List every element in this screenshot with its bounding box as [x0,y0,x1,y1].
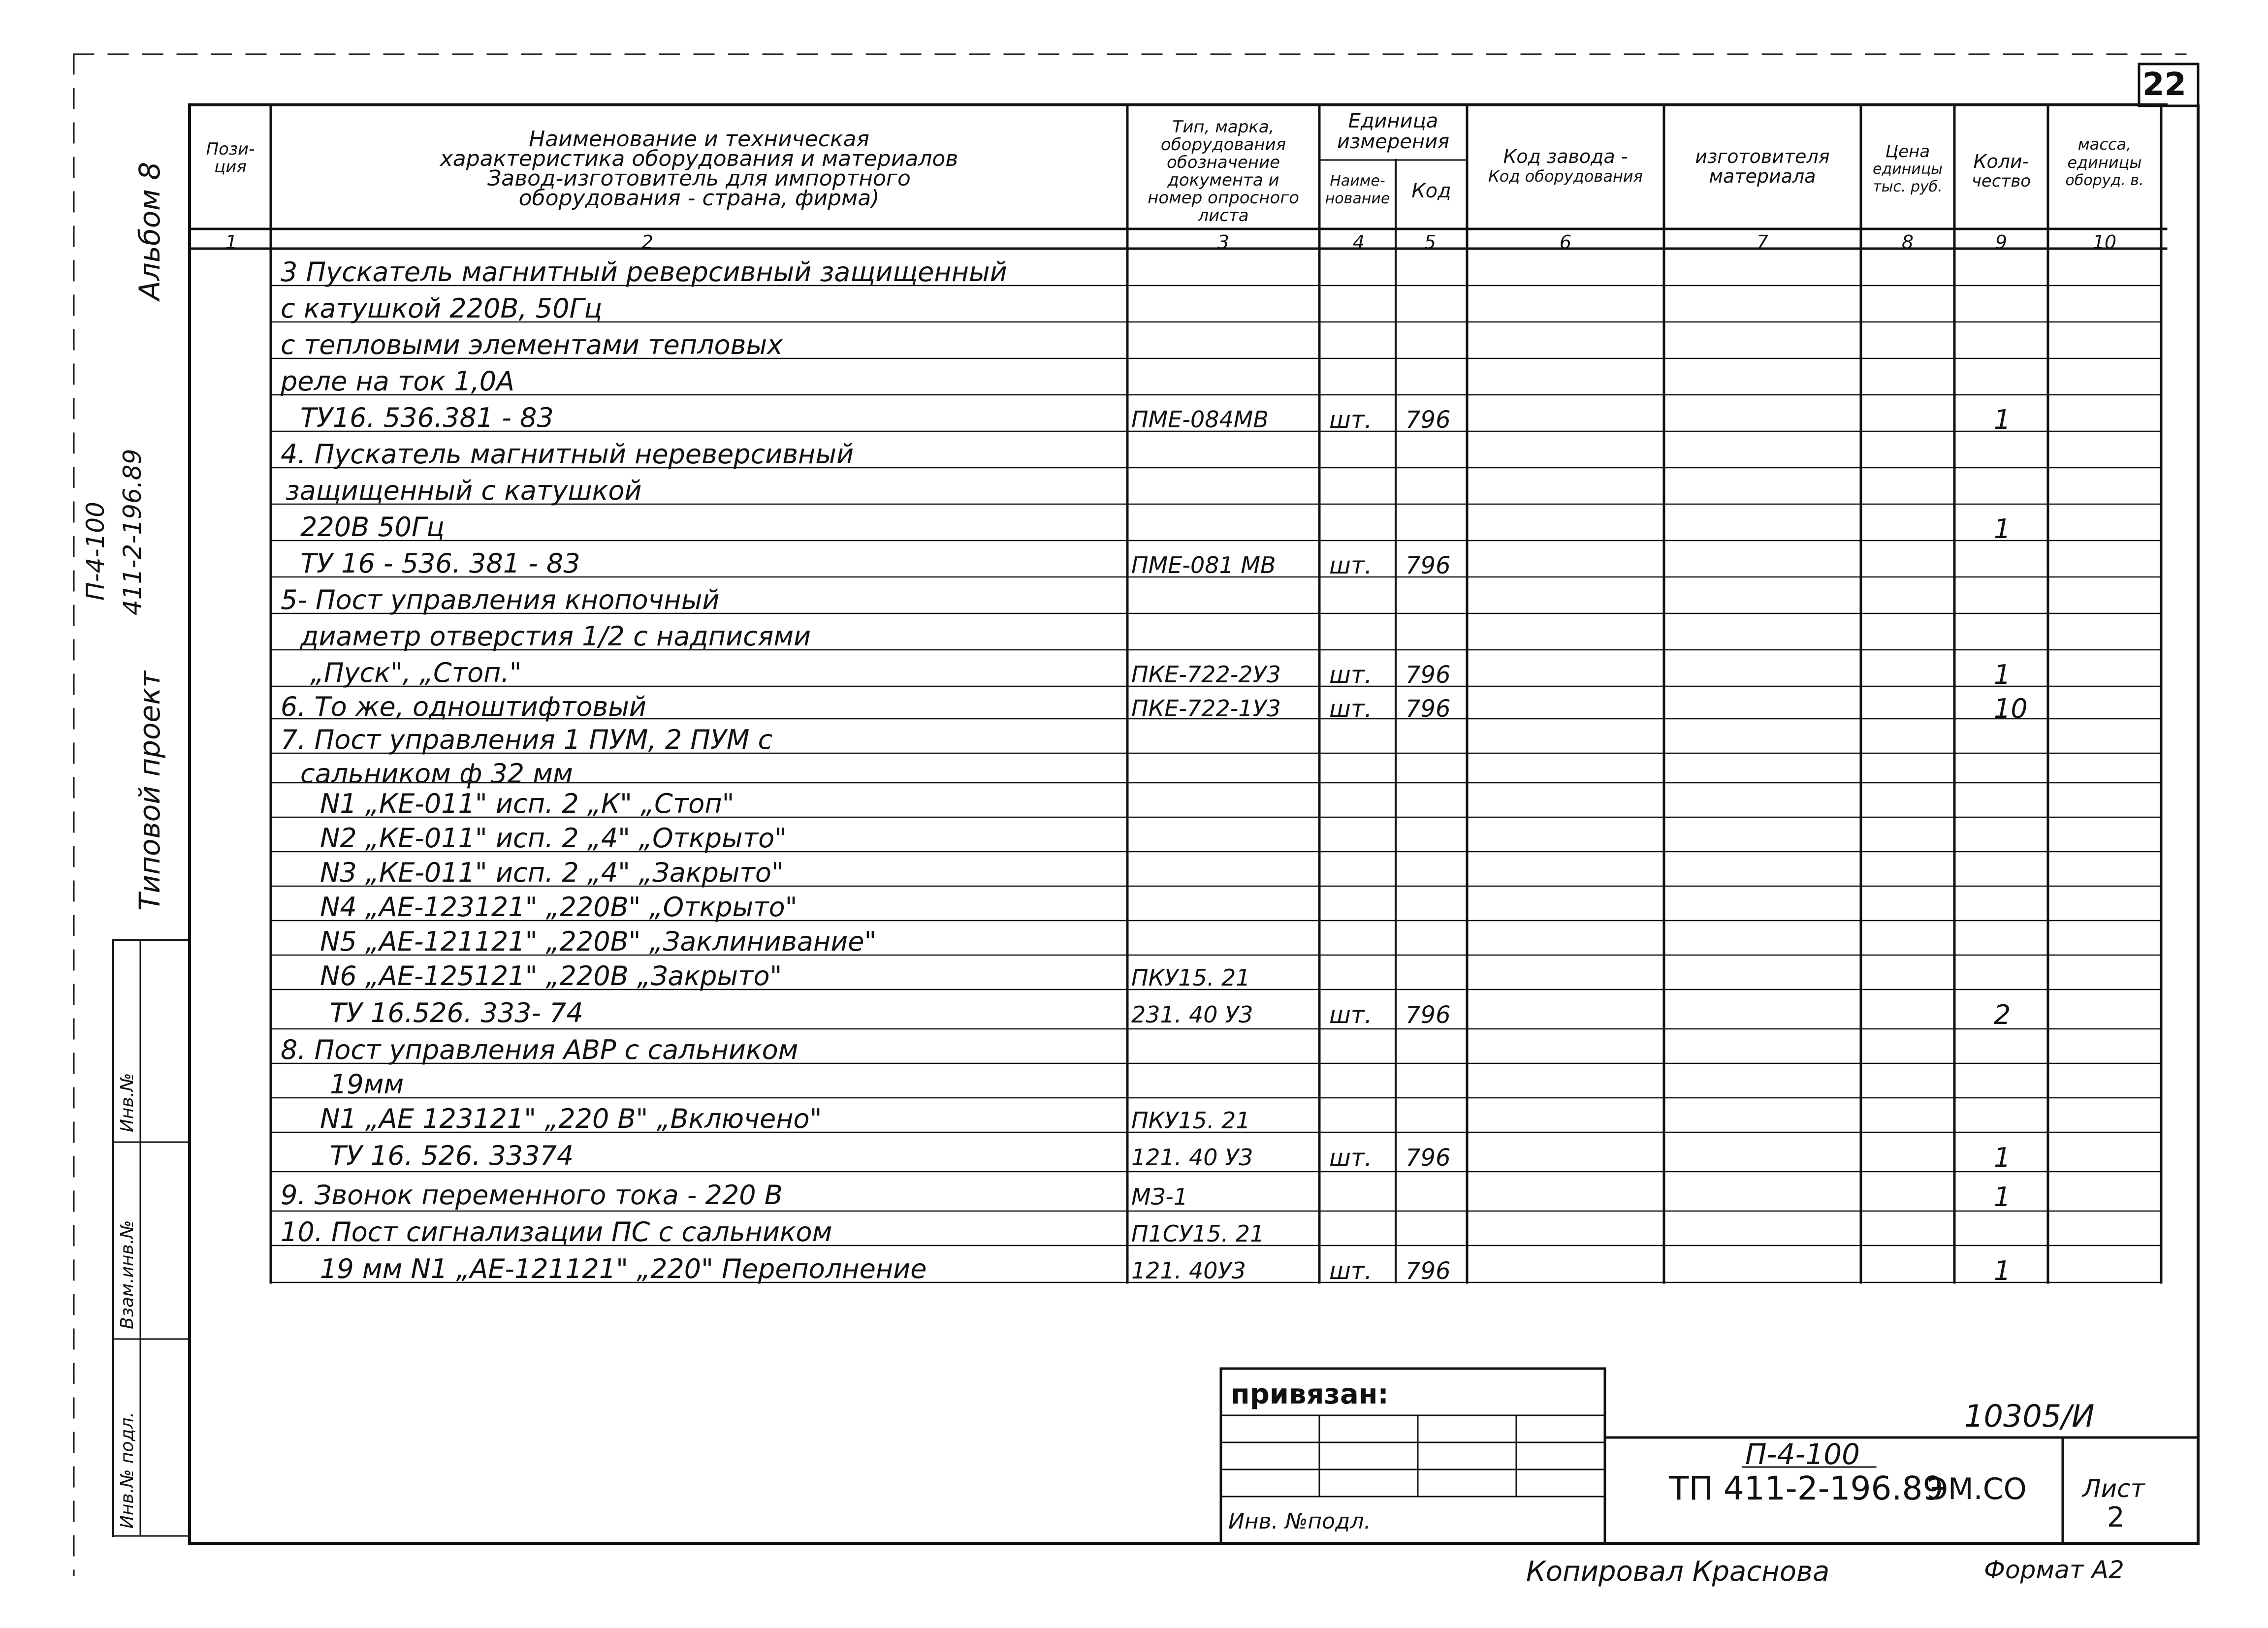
row-name: 3 Пускатель магнитный реверсивный защищенный [281,256,1007,287]
column-number-8: 8 [1901,231,1914,253]
row-qty: 1 [1994,404,2011,435]
header-name-l4: оборудования - страна, фирма) [518,186,880,211]
header-factory-code-l2: Код оборудования [1488,167,1643,186]
column-number-1: 1 [225,231,238,253]
vzam-inv-no-label: Взам.инв.№ [117,1220,137,1329]
row-type: 121. 40У3 [1131,1257,1246,1284]
row-name: с тепловыми элементами тепловых [281,329,783,360]
row-name: 6. То же, одноштифтовый [281,691,646,722]
row-name: 4. Пускатель магнитный нереверсивный [281,439,854,470]
row-type: ПКЕ-722-2У3 [1131,661,1281,688]
footer-copied: Копировал Краснова [1526,1556,1830,1588]
row-name: 19 мм N1 „АЕ-121121" „220" Переполнение [320,1253,927,1284]
header-type-l5: номер опросного [1148,188,1299,208]
row-name: N4 „АЕ-123121" „220В" „Открыто" [320,892,798,923]
row-name: защищенный с катушкой [286,475,642,506]
row-name: ТУ16. 536.381 - 83 [300,402,554,433]
row-name: N6 „АЕ-125121" „220В „Закрыто" [320,960,782,991]
row-qty: 1 [1994,1255,2011,1286]
row-name: сальником ф 32 мм [300,758,573,789]
row-unit: шт. [1329,1257,1373,1285]
album-label: Альбом 8 [133,161,166,300]
row-type: ПМЕ-084МВ [1131,406,1269,433]
column-number-4: 4 [1352,231,1365,253]
header-unit-code: Код [1411,180,1451,202]
footer-format: Формат А2 [1984,1556,2124,1584]
header-name-l1: Наименование и техническая [529,127,869,152]
row-qty: 1 [1994,1142,2011,1173]
row-code: 796 [1406,406,1451,434]
stamp-privyazan: привязан: [1231,1378,1389,1410]
row-name: N1 „АЕ 123121" „220 В" „Включено" [320,1103,822,1134]
row-code: 796 [1406,1001,1451,1029]
stamp-list-number: 2 [2107,1501,2125,1533]
stamp-mark: ЭМ.СО [1927,1472,2027,1506]
header-unit-group: Единица измерения [1337,110,1450,153]
stamp-list-label: Лист [2082,1474,2145,1503]
row-name: с катушкой 220В, 50Гц [281,293,603,324]
header-type-l1: Тип, марка, [1172,117,1275,137]
column-number-9: 9 [1995,231,2008,253]
header-name-l3: Завод-изготовитель для импортного [487,166,911,191]
header-type-l3: обозначение [1167,153,1280,172]
column-number-3: 3 [1217,231,1230,253]
header-mass-l3: оборуд. в. [2065,172,2144,189]
row-type: МЗ-1 [1131,1183,1188,1210]
row-unit: шт. [1329,406,1373,434]
header-type-l2: оборудования [1160,135,1286,155]
row-type: П1СУ15. 21 [1131,1220,1265,1247]
stamp-inv-podl: Инв. №подл. [1228,1509,1371,1534]
row-type: 231. 40 У3 [1131,1001,1253,1028]
column-number-6: 6 [1559,231,1572,253]
row-name: 10. Пост сигнализации ПС с сальником [281,1216,832,1247]
row-name: ТУ 16 - 536. 381 - 83 [300,548,580,579]
row-name: 5- Пост управления кнопочный [281,584,720,615]
row-unit: шт. [1329,661,1373,689]
row-type: 121. 40 У3 [1131,1144,1253,1171]
row-name: ТУ 16. 526. 33374 [330,1140,574,1171]
row-qty: 1 [1994,513,2011,544]
row-name: 220В 50Гц [300,511,445,543]
inv-no-podl-label: Инв.№ подл. [117,1412,137,1529]
row-name: ТУ 16.526. 333- 74 [330,997,583,1028]
header-unit-name: Наиме-нование [1325,172,1390,207]
row-unit: шт. [1329,695,1373,723]
row-name: N5 „АЕ-121121" „220В" „Заклинивание" [320,926,877,957]
header-qty-l1: Коли- [1973,151,2029,172]
row-qty: 1 [1994,1181,2011,1213]
row-name: „Пуск", „Стоп." [310,657,522,688]
row-type: ПМЕ-081 МВ [1131,552,1276,578]
row-unit: шт. [1329,1144,1373,1172]
row-name: 9. Звонок переменного тока - 220 В [281,1180,783,1211]
row-code: 796 [1406,1257,1451,1285]
column-number-2: 2 [641,231,654,253]
header-price-l2: единицы [1873,160,1943,178]
row-unit: шт. [1329,1001,1373,1029]
header-factory-code-l1: Код завода - [1503,146,1628,167]
inv-no-label: Инв.№ [117,1073,137,1132]
row-name: диаметр отверстия 1/2 с надписями [300,621,811,652]
row-qty: 2 [1994,999,2011,1030]
header-position: Пози-ция [206,139,255,177]
row-code: 796 [1406,552,1451,579]
column-number-7: 7 [1756,231,1769,253]
header-mass-l2: единицы [2067,153,2142,172]
row-type: ПКЕ-722-1У3 [1131,695,1281,722]
row-type: ПКУ15. 21 [1131,1107,1250,1134]
row-unit: шт. [1329,552,1373,579]
header-price-l3: тыс. руб. [1873,178,1943,195]
header-type-l6: листа [1198,206,1249,225]
header-price-l1: Цена [1885,142,1930,161]
row-code: 796 [1406,1144,1451,1172]
stamp-code-main: ТП 411-2-196.89 [1669,1469,1944,1507]
row-name: реле на ток 1,0А [281,366,515,397]
project-code-top: П-4-100 [81,502,110,601]
header-qty-l2: чество [1971,171,2031,191]
header-name-l2: характеристика оборудования и материалов [440,146,958,171]
header-mass-l1: масса, [2077,135,2132,154]
row-name: N2 „КЕ-011" исп. 2 „4" „Открыто" [320,823,787,854]
row-qty: 10 [1994,693,2028,724]
row-name: 7. Пост управления 1 ПУМ, 2 ПУМ с [281,724,773,755]
row-name: 19мм [330,1069,404,1100]
header-maker-l1: изготовителя [1695,146,1830,167]
column-number-10: 10 [2092,231,2117,253]
stamp-reg-number: 10305/И [1964,1398,2095,1434]
row-name: N1 „КЕ-011" исп. 2 „К" „Стоп" [320,788,735,819]
column-number-5: 5 [1424,231,1437,253]
project-code-bottom: 411-2-196.89 [118,448,147,615]
header-maker-l2: материала [1709,165,1816,187]
header-type-l4: документа и [1167,170,1279,190]
row-qty: 1 [1994,659,2011,690]
stamp-code-top: П-4-100 [1745,1437,1860,1471]
row-type: ПКУ15. 21 [1131,964,1250,991]
row-name: 8. Пост управления АВР с сальником [281,1034,799,1065]
row-code: 796 [1406,661,1451,689]
project-label: Типовой проект [133,670,166,911]
row-name: N3 „КЕ-011" исп. 2 „4" „Закрыто" [320,857,784,888]
row-code: 796 [1406,695,1451,723]
sheet-corner-number: 22 [2142,66,2187,103]
